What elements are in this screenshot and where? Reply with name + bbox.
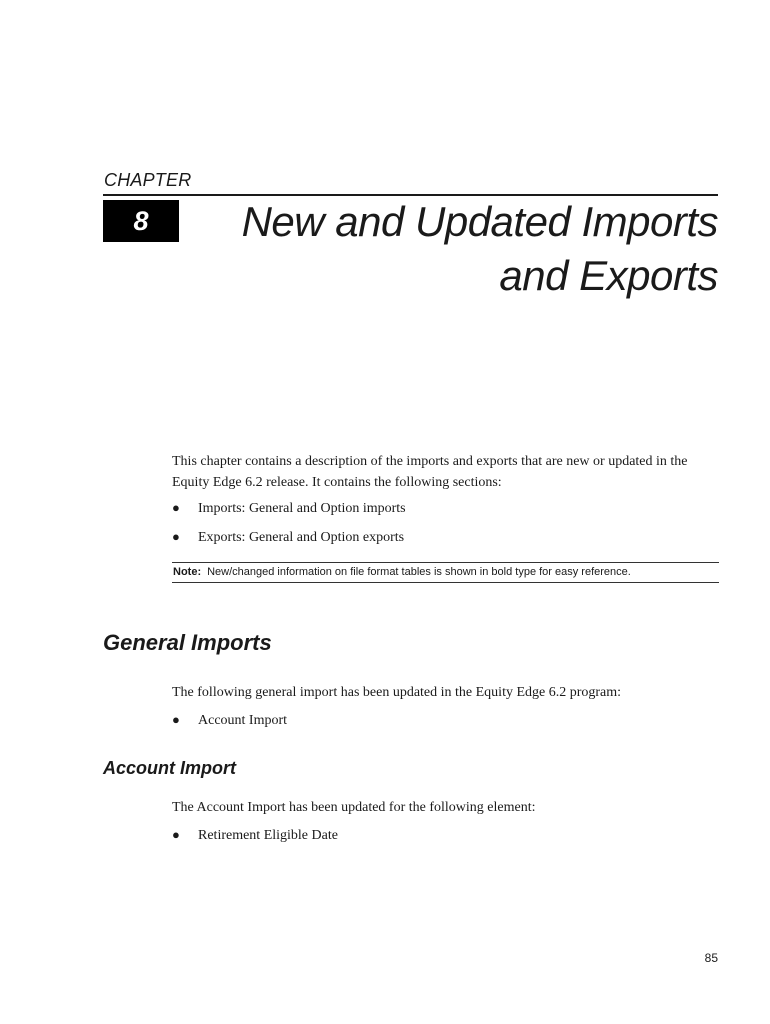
list-item-text: Imports: General and Option imports (198, 501, 406, 516)
chapter-label (104, 170, 191, 191)
chapter-title (198, 195, 718, 303)
account-import-paragraph: The Account Import has been updated for the following element: (172, 800, 536, 815)
note-label: Note: (173, 566, 202, 578)
chapter-title-line1: New and Updated Imports (241, 198, 718, 245)
intro-paragraph: This chapter contains a description of the imports and exports that are new or updated in the Equity Edge 6.2 release. It contains the following sections: (172, 454, 688, 490)
chapter-number: 8 (133, 205, 149, 236)
bullet-dot-icon: ● (172, 500, 180, 515)
list-item (172, 527, 404, 548)
list-item (172, 710, 287, 731)
list-item-text: Exports: General and Option exports (198, 530, 405, 545)
chapter-title-line2: and Exports (499, 252, 718, 299)
note-bottom-rule (172, 582, 719, 583)
note-text: New/changed information on file format tables is shown in bold type for easy reference. (207, 566, 631, 578)
list-item (172, 825, 338, 846)
section-heading-general-imports: General Imports (103, 630, 272, 655)
chapter-label-text: CHAPTER (104, 170, 192, 190)
chapter-number-badge (103, 200, 179, 242)
bullet-dot-icon: ● (172, 712, 180, 727)
general-imports-paragraph: The following general import has been updated in the Equity Edge 6.2 program: (172, 685, 622, 700)
list-item (172, 498, 406, 519)
note-top-rule (172, 562, 719, 563)
list-item-text: Account Import (198, 713, 288, 728)
bullet-dot-icon: ● (172, 529, 180, 544)
note (173, 566, 631, 578)
bullet-dot-icon: ● (172, 827, 180, 842)
page-number: 85 (704, 951, 718, 965)
list-item-text: Retirement Eligible Date (198, 828, 338, 843)
section-heading-account-import: Account Import (103, 758, 236, 778)
